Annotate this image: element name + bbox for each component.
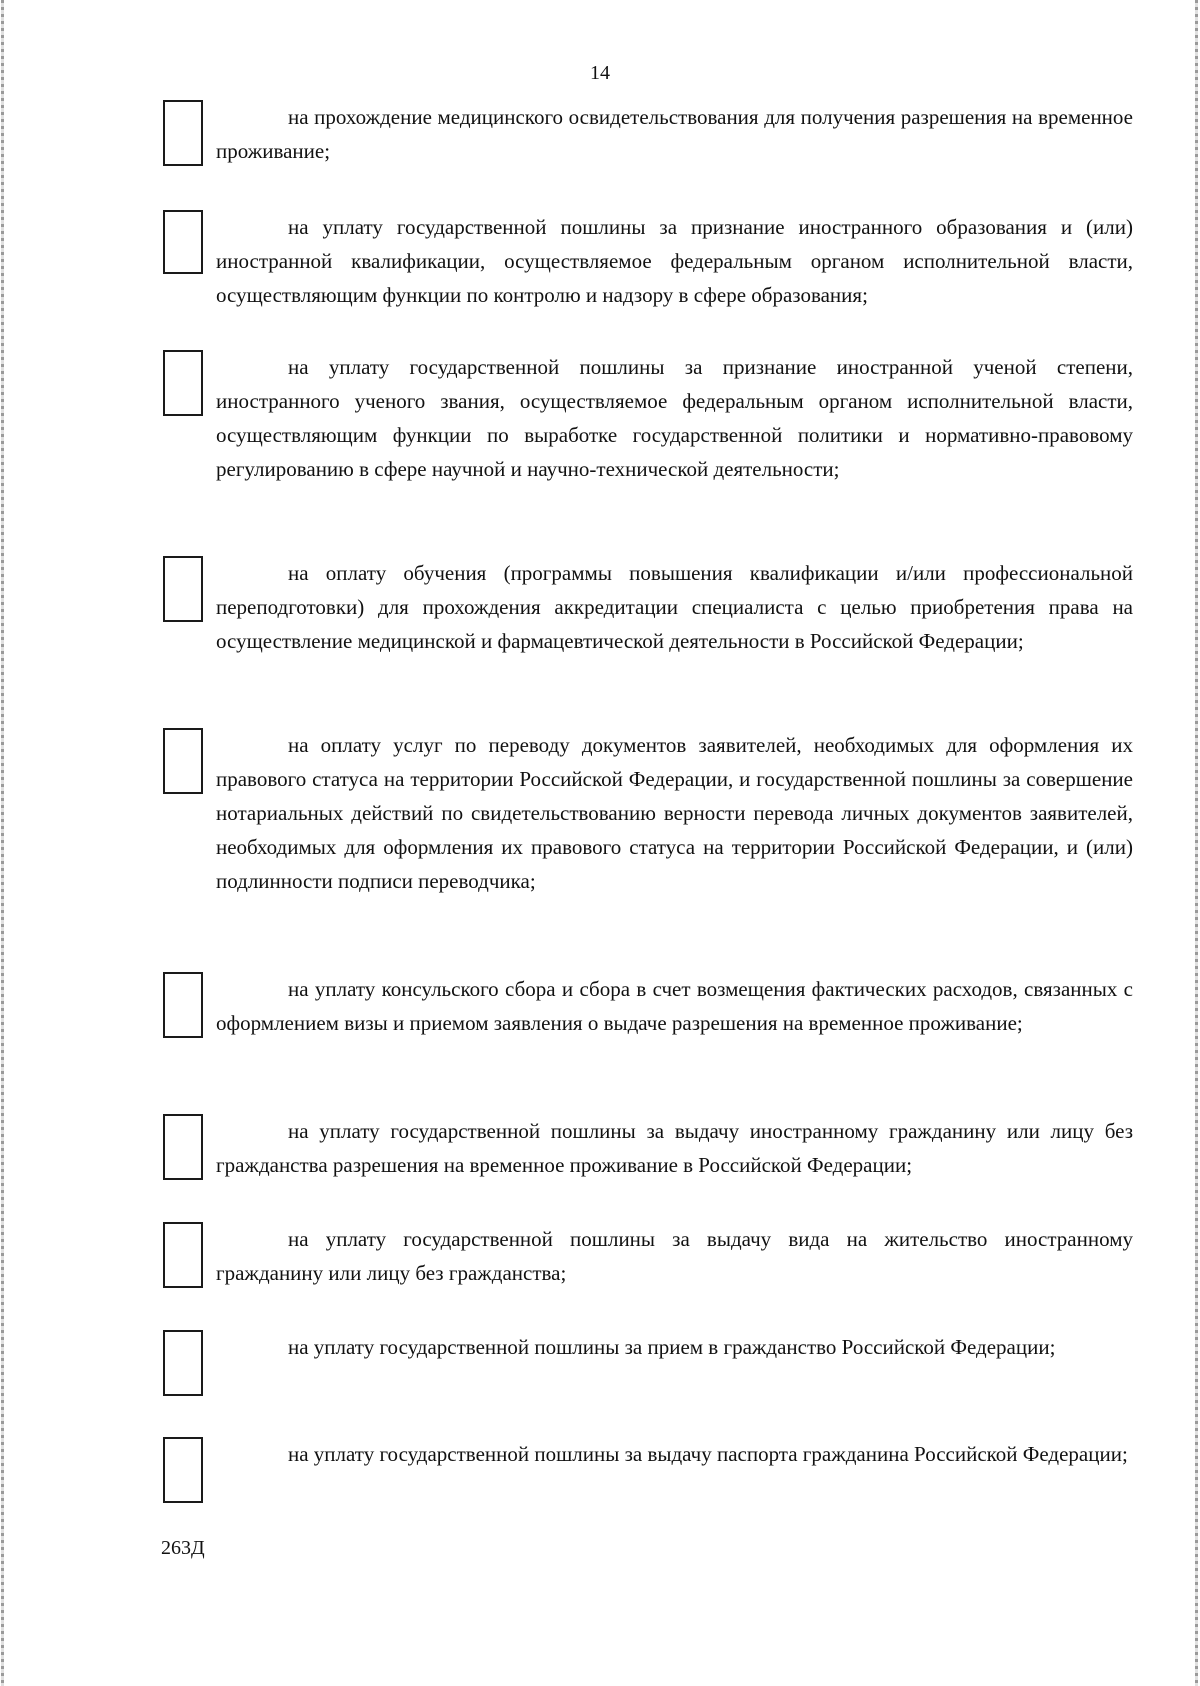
page-number: 14 [590, 62, 610, 84]
checkbox-education-recognition[interactable] [163, 210, 203, 274]
checkbox-consular-fee[interactable] [163, 972, 203, 1038]
checkbox-citizenship[interactable] [163, 1330, 203, 1396]
checkbox-academic-degree[interactable] [163, 350, 203, 416]
checkbox-passport[interactable] [163, 1437, 203, 1503]
checkbox-temporary-residence[interactable] [163, 1114, 203, 1180]
item-text-residence-permit: на уплату государственной пошлины за выдачу вида на жительство иностранному гражданину или лицу без гражданства; [216, 1227, 1133, 1285]
item-text-temporary-residence: на уплату государственной пошлины за выдачу иностранному гражданину или лицу без гражданства разрешения на временное проживание в Российской Федерации; [216, 1119, 1133, 1177]
item-text-passport: на уплату государственной пошлины за выдачу паспорта гражданина Российской Федерации; [288, 1442, 1128, 1466]
item-text-academic-degree: на уплату государственной пошлины за признание иностранной ученой степени, иностранного ученого звания, осуществляемое федеральным органом исполнительной власти, осуществляющим функции по выработке государственной политики и нормативно-правовому регулированию в сфере научной и научно-технической деятельности; [216, 355, 1133, 481]
checkbox-medical-exam[interactable] [163, 100, 203, 166]
item-text-education-recognition: на уплату государственной пошлины за признание иностранного образования и (или) иностранной квалификации, осуществляемое федеральным органом исполнительной власти, осуществляющим функции по контролю и надзору в сфере образования; [216, 215, 1133, 307]
scan-edge-left [1, 0, 4, 1686]
checkbox-translation[interactable] [163, 728, 203, 794]
item-text-medical-training: на оплату обучения (программы повышения квалификации и/или профессиональной переподготовки) для прохождения аккредитации специалиста с целью приобретения права на осуществление медицинской и фармацевтической деятельности в Российской Федерации; [216, 561, 1133, 653]
document-code: 263Д [161, 1537, 205, 1559]
scan-edge-right [1195, 0, 1198, 1686]
item-text-citizenship: на уплату государственной пошлины за прием в гражданство Российской Федерации; [288, 1335, 1056, 1359]
checkbox-medical-training[interactable] [163, 556, 203, 622]
checkbox-residence-permit[interactable] [163, 1222, 203, 1288]
item-text-translation: на оплату услуг по переводу документов заявителей, необходимых для оформления их правового статуса на территории Российской Федерации, и государственной пошлины за совершение нотариальных действий по свидетельствованию верности перевода личных документов заявителей, необходимых для оформления их правового статуса на территории Российской Федерации, и (или) подлинности подписи переводчика; [216, 733, 1133, 893]
item-text-consular-fee: на уплату консульского сбора и сбора в счет возмещения фактических расходов, связанных с оформлением визы и приемом заявления о выдаче разрешения на временное проживание; [216, 977, 1133, 1035]
item-text-medical-exam: на прохождение медицинского освидетельствования для получения разрешения на временное проживание; [216, 105, 1133, 163]
